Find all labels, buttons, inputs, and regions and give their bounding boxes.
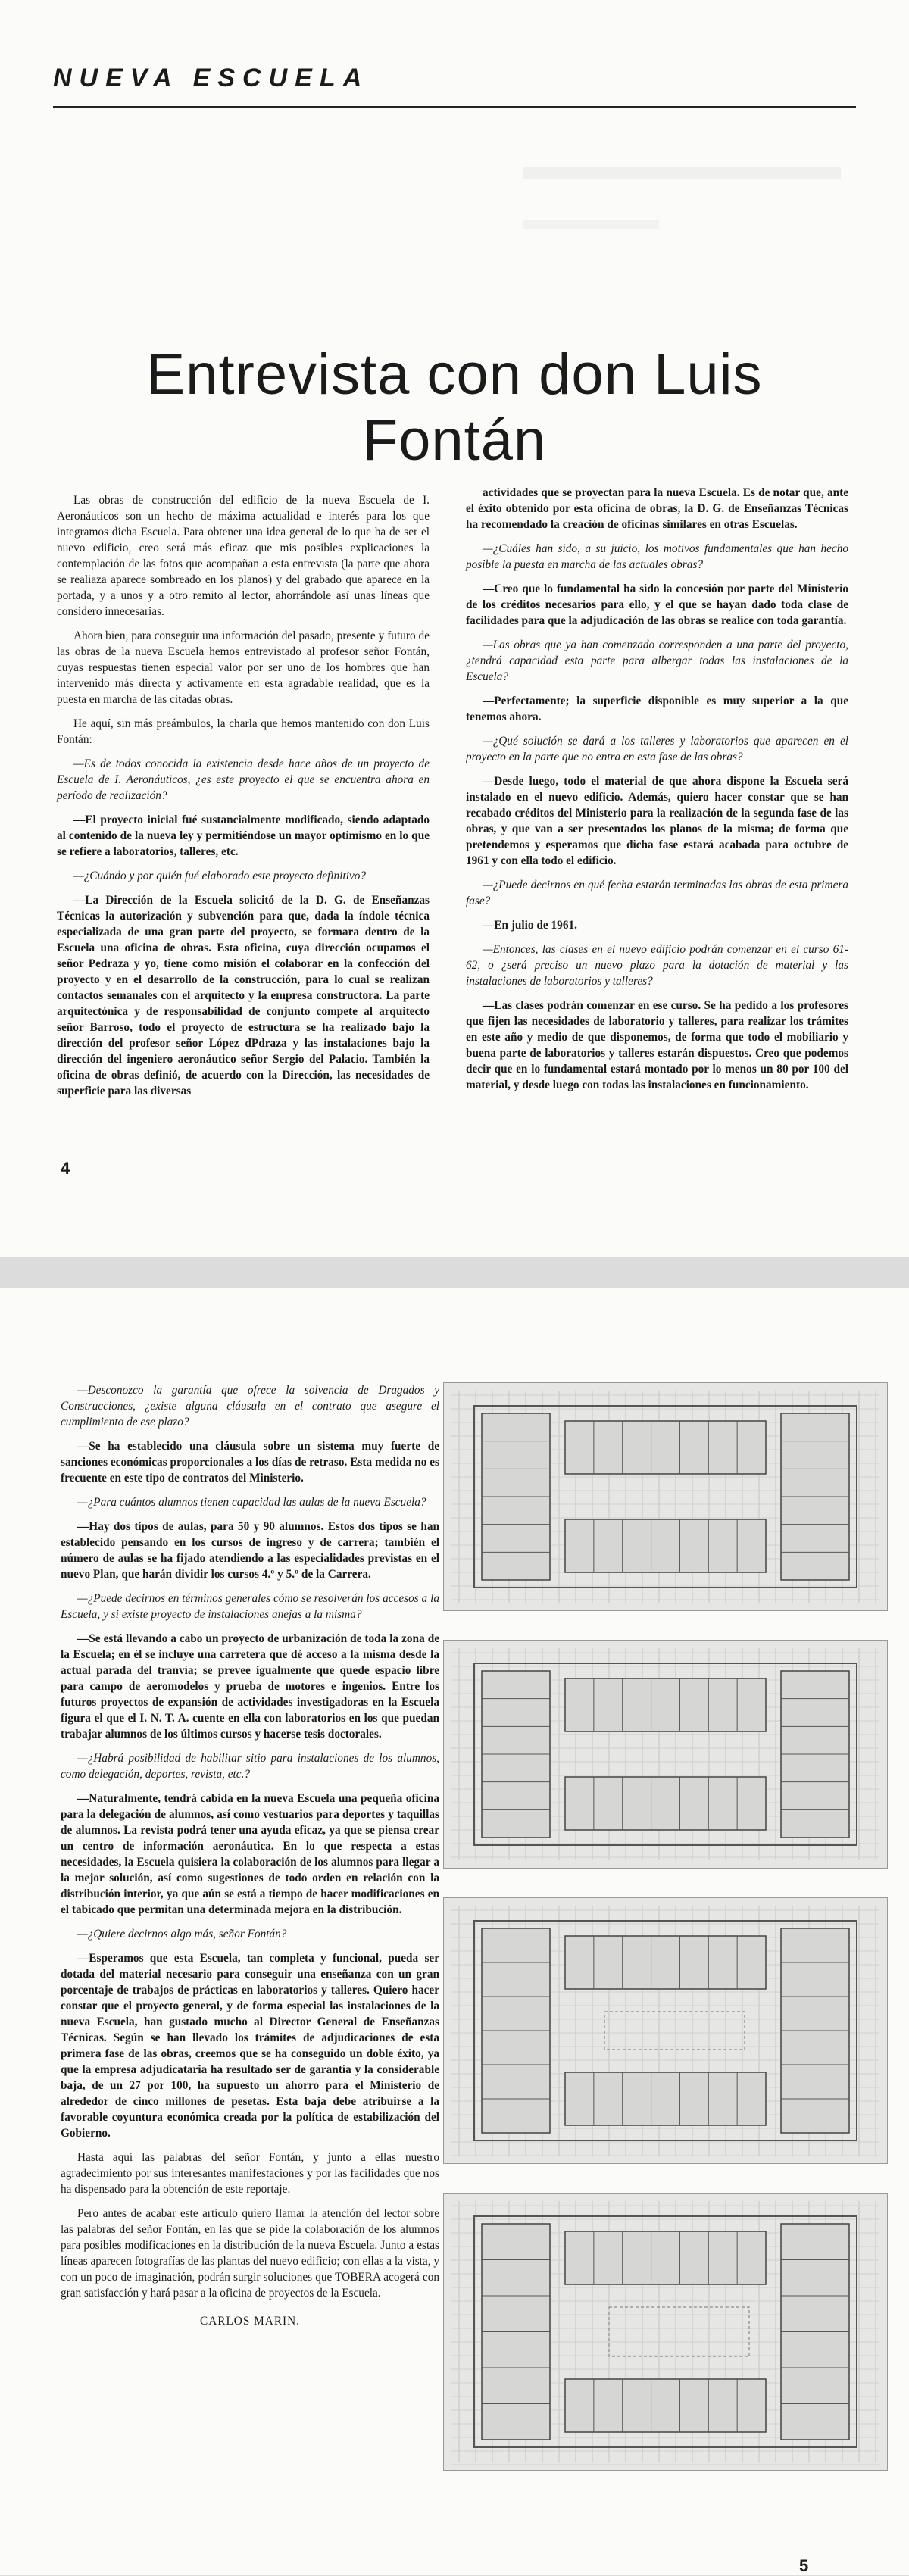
floor-plan-image-4 bbox=[443, 2193, 888, 2471]
article-column-3 bbox=[61, 1382, 439, 2337]
magazine-page-5 bbox=[0, 1288, 909, 2575]
body-paragraph: Hasta aquí las palabras del señor Fontán, y junto a ellas nuestro agradecimiento por sus interesantes manifestaciones y por las facilidades que nos ha dispensado para la obtención de este reportaje. bbox=[61, 2151, 439, 2196]
page-number: 5 bbox=[799, 2556, 809, 2575]
body-paragraph: He aquí, sin más preámbulos, la charla que hemos mantenido con don Luis Fontán: bbox=[57, 717, 430, 746]
interview-answer: —La Dirección de la Escuela solicitó de la D. G. de Enseñanzas Técnicas la autorización y subvención para que, dada la índole técnica especializada de una gran parte del proyecto, se formara dentro de la Escuela una oficina de obras. Esta oficina, cuya dirección ocupamos el señor Pedraza y yo, tiene como misión el colaborar en la confección del proyecto y en el desarrollo de la construcción, para lo cual se realizan contactos semanales con el arquitecto y la empresa constructora. La parte arquitectónica y de responsabilidad de conjunto compete al arquitecto señor Barroso, todo el proyecto de estructura se ha realizado bajo la dirección del profesor señor López dPdraza y las instalaciones bajo la dirección del ingeniero aeronáutico señor Sergio del Palacio. También la oficina de obras definió, de acuerdo con la Dirección, las necesidades de superficie para las diversas bbox=[57, 894, 430, 1098]
article-column-1 bbox=[57, 492, 430, 1107]
floor-plan-drawing bbox=[444, 1641, 887, 1868]
interview-answer: —Naturalmente, tendrá cabida en la nueva Escuela una pequeña oficina para la delegación de alumnos, así como vestuarios para deportes y taquillas de alumnos. La revista podrá tener una ayuda eficaz, ya que se piensa crear un centro de información aeronáutica. En lo que respecta a estas necesidades, la Escuela quisiera la colaboración de los alumnos para llegar a la mejor solución, así como sugestiones de todo orden en relación con la distribución interior, ya que aún se está a tiempo de hacer modificaciones en el tabicado que permitan una determinada mejora en la distribución. bbox=[61, 1792, 439, 1916]
body-paragraph: Ahora bien, para conseguir una información del pasado, presente y futuro de las obras de la nueva Escuela hemos entrevistado al profesor señor Fontán, cuyas respuestas tienen especial valor por ser uno de los hombres que han intervenido más directa y activamente en esta agradable realidad, que es la puesta en marcha de las citadas obras. bbox=[57, 629, 430, 706]
interview-answer: —Perfectamente; la superficie disponible es muy superior a la que tenemos ahora. bbox=[466, 695, 848, 723]
page-number: 4 bbox=[61, 1159, 70, 1178]
interview-question: —¿Habrá posibilidad de habilitar sitio para instalaciones de los alumnos, como delegación, deportes, revista, etc.? bbox=[61, 1752, 439, 1781]
interview-answer: —En julio de 1961. bbox=[483, 919, 577, 932]
interview-question: —Entonces, las clases en el nuevo edificio podrán comenzar en el curso 61-62, o ¿será preciso un nuevo plazo para la dotación de material y las instalaciones de laboratorios y talleres? bbox=[466, 943, 848, 988]
section-divider bbox=[53, 106, 856, 108]
interview-question: —Desconozco la garantía que ofrece la solvencia de Dragados y Construcciones, ¿existe alguna cláusula en el contrato que asegure el cumplimiento de ese plazo? bbox=[61, 1384, 439, 1429]
interview-question: —¿Quiere decirnos algo más, señor Fontán? bbox=[77, 1928, 287, 1941]
floor-plan-image-3 bbox=[443, 1897, 888, 2164]
interview-answer: —Creo que lo fundamental ha sido la concesión por parte del Ministerio de los créditos necesarios para ello, y el que se hayan dado toda clase de facilidades para que la adjudicación de las obras se realice con toda garantía. bbox=[466, 582, 848, 627]
article-title: Entrevista con don Luis Fontán bbox=[146, 342, 763, 473]
floor-plan-image-1 bbox=[443, 1382, 888, 1611]
magazine-page-4 bbox=[0, 0, 909, 1257]
interview-question: —¿Cuándo y por quién fué elaborado este proyecto definitivo? bbox=[73, 870, 367, 882]
interview-answer: actividades que se proyectan para la nueva Escuela. Es de notar que, ante el éxito obtenido por esta oficina de obras, la D. G. de Enseñanzas Técnicas ha recomendado la creación de oficinas similares en otras Escuelas. bbox=[466, 486, 848, 531]
interview-answer: —Hay dos tipos de aulas, para 50 y 90 alumnos. Estos dos tipos se han establecido pensando en los cursos de ingreso y de carrera; también el número de aulas se ha fijado atendiendo a las especialidades previstas en el nuevo Plan, que harán dividir los cursos 4.º y 5.º de la Carrera. bbox=[61, 1520, 439, 1581]
floor-plan-drawing bbox=[444, 1383, 887, 1610]
floor-plan-drawing bbox=[444, 2194, 887, 2470]
interview-answer: —El proyecto inicial fué sustancialmente modificado, siendo adaptado al contenido de la nueva ley y permitiéndose un mayor optimismo en lo que se refiere a laboratorios, talleres, etc. bbox=[57, 813, 430, 858]
interview-question: —¿Puede decirnos en términos generales cómo se resolverán los accesos a la Escuela, y si existe proyecto de instalaciones anejas a la misma? bbox=[61, 1592, 439, 1621]
show-through-text bbox=[523, 167, 841, 179]
interview-question: —¿Para cuántos alumnos tienen capacidad las aulas de la nueva Escuela? bbox=[77, 1496, 426, 1509]
interview-answer: —Desde luego, todo el material de que ahora dispone la Escuela será instalado en el nuevo edificio. Además, quiero hacer constar que se han recabado créditos del Ministerio para la realización de la segunda fase de las obras, y que van a ser presentados los planos de la misma; de forma que pretendemos y esperamos que dicha fase estará acabada para octubre de 1961 y con ella todo el edificio. bbox=[466, 775, 848, 867]
interview-question: —¿Puede decirnos en qué fecha estarán terminadas las obras de esta primera fase? bbox=[466, 879, 848, 907]
author-signature: CARLOS MARIN. bbox=[200, 2315, 300, 2328]
floor-plan-image-2 bbox=[443, 1640, 888, 1869]
show-through-text bbox=[523, 220, 659, 229]
body-paragraph: Las obras de construcción del edificio de la nueva Escuela de I. Aeronáuticos son un hecho de máxima actualidad e interés para los que integramos dicha Escuela. Para obtener una idea general de lo que ha de ser el nuevo edificio, creo será más eficaz que mis posibles explicaciones la contemplación de las fotos que acompañan a esta entrevista (la parte que ahora se realiaza aparece sombreado en los planos) y del grabado que aparece en la portada, y a unos y a otro remito al lector, ahorrándole así unas líneas que considero innecesarias. bbox=[57, 494, 430, 618]
interview-question: —¿Qué solución se dará a los talleres y laboratorios que aparecen en el proyecto en la parte que no entra en esta fase de las obras? bbox=[466, 735, 848, 763]
interview-question: —Las obras que ya han comenzado corresponden a una parte del proyecto, ¿tendrá capacidad esta parte para albergar todas las instalaciones de la Escuela? bbox=[466, 639, 848, 683]
interview-question: —Es de todos conocida la existencia desde hace años de un proyecto de Escuela de I. Aeronáuticos, ¿es este proyecto el que se encuentra ahora en período de realización? bbox=[57, 757, 430, 802]
interview-answer: —Se está llevando a cabo un proyecto de urbanización de toda la zona de la Escuela; en él se incluye una carretera que dé acceso a la misma desde la actual parada del tranvía; se prevee igualmente que quede espacio libre para campo de aeromodelos y prueba de motores e ingenios. Entre los futuros proyectos de expansión de actividades investigadoras en la Escuela figura el que el I. N. T. A. cuente en ella con laboratorios en los que puedan trabajar alumnos de los últimos cursos y hacerse tesis doctorales. bbox=[61, 1632, 439, 1741]
section-label: NUEVA ESCUELA bbox=[53, 64, 370, 92]
interview-answer: —Las clases podrán comenzar en ese curso. Se ha pedido a los profesores que fijen las necesidades de laboratorio y talleres, para realizar los trámites en este año y medio de que disponemos, de forma que todo el mobiliario y buena parte de laboratorios y talleres estarán dispuestos. Creo que podemos decir que en lo fundamental estará montado por lo menos un 80 por 100 del material, y desde luego con todas las instalaciones en funcionamiento. bbox=[466, 999, 848, 1091]
floor-plan-drawing bbox=[444, 1898, 887, 2163]
interview-answer: —Esperamos que esta Escuela, tan completa y funcional, pueda ser dotada del material necesario para conseguir una enseñanza con un gran porcentaje de trabajos de prácticas en laboratorios y talleres. Quiero hacer constar que el proyecto general, y de forma especial las instalaciones de la nueva Escuela, han gustado mucho al Director General de Enseñanzas Técnicas. Según se han llevado los trámites de adjudicaciones de esta primera fase de las obras, creemos que se ha conseguido un doble éxito, ya que la empresa adjudicataria ha resultado ser de garantía y la considerable baja, de un 27 por 100, ha supuesto un ahorro para el Ministerio de alrededor de cinco millones de pesetas. Esta baja debe atribuirse a la favorable coyuntura económica creada por la política de estabilización del Gobierno. bbox=[61, 1952, 439, 2140]
article-column-2 bbox=[466, 485, 848, 1101]
body-paragraph: Pero antes de acabar este artículo quiero llamar la atención del lector sobre las palabras del señor Fontán, en las que se pide la colaboración de los alumnos para posibles modificaciones en la distribución de la nueva Escuela. Junto a estas líneas aparecen fotografías de las plantas del nuevo edificio; con ellas a la vista, y con un poco de imaginación, podrán surgir soluciones que TOBERA acogerá con gran satisfacción y hará pasar a la oficina de proyectos de la Escuela. bbox=[61, 2207, 439, 2300]
interview-question: —¿Cuáles han sido, a su juicio, los motivos fundamentales que han hecho posible la puesta en marcha de las actuales obras? bbox=[466, 542, 848, 571]
interview-answer: —Se ha establecido una cláusula sobre un sistema muy fuerte de sanciones económicas proporcionales a los días de retraso. Esta medida no es frecuente en este tipo de contratos del Ministerio. bbox=[61, 1440, 439, 1485]
